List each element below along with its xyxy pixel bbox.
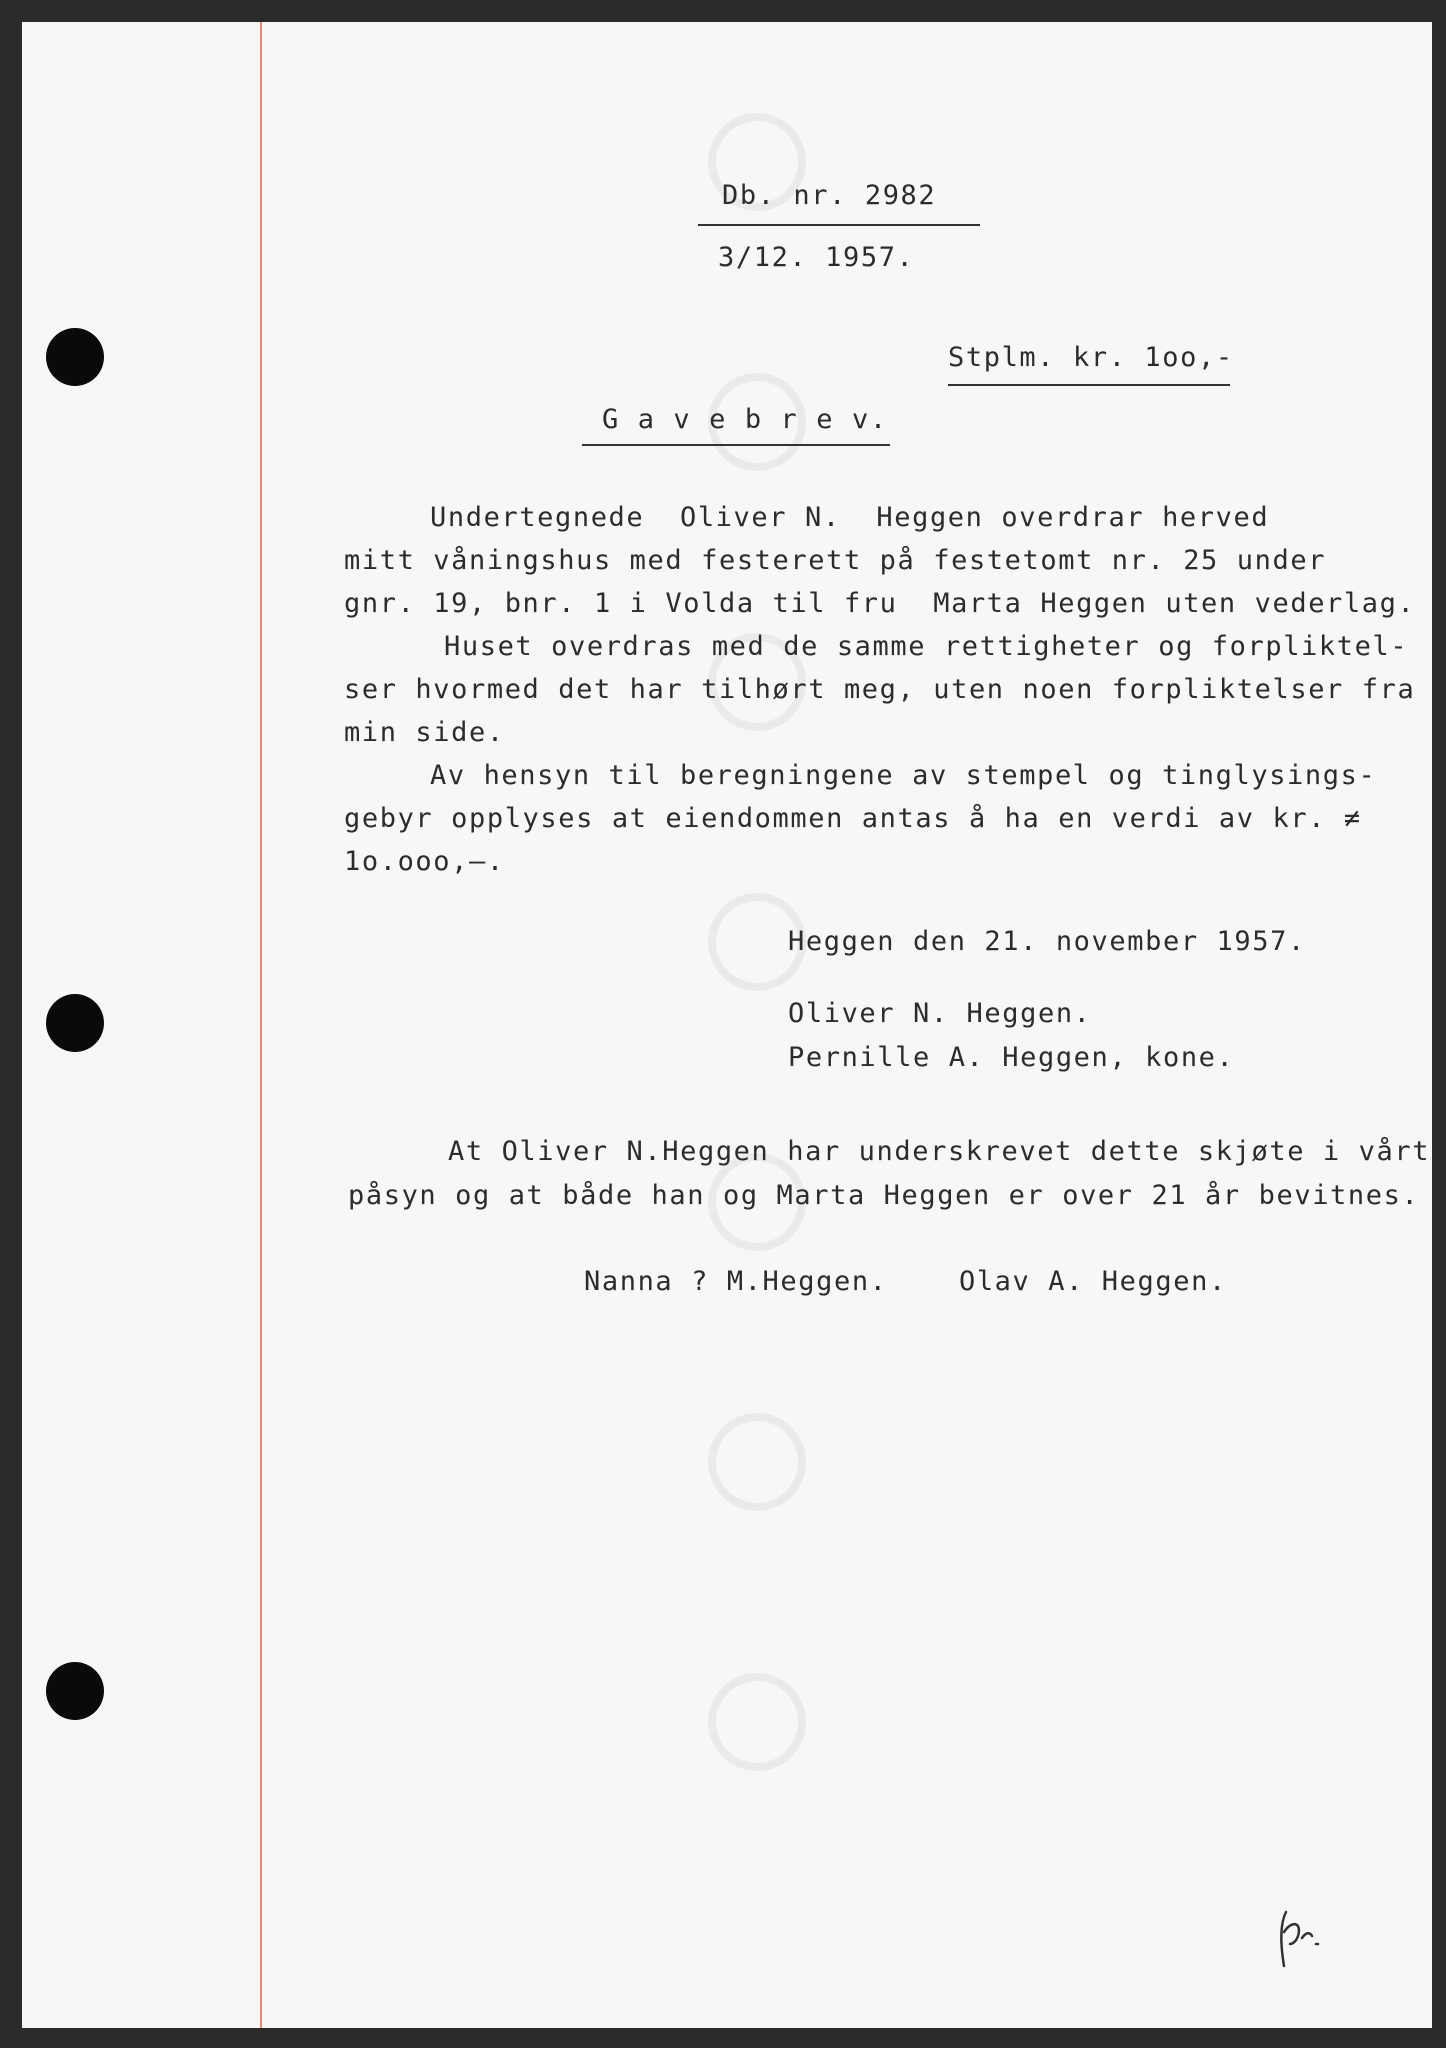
document-page xyxy=(22,22,1432,2028)
margin-line xyxy=(260,22,262,2028)
body-line: ser hvormed det har tilhørt meg, uten noen forpliktelser fra xyxy=(344,674,1416,705)
signature: Oliver N. Heggen. xyxy=(788,998,1092,1029)
db-number: Db. nr. 2982 xyxy=(722,180,937,211)
signature: Pernille A. Heggen, kone. xyxy=(788,1042,1235,1073)
punch-hole-bottom xyxy=(46,1662,104,1720)
db-number-underline xyxy=(698,224,980,226)
handwritten-initials xyxy=(1272,1902,1332,1972)
body-line: gebyr opplyses at eiendommen antas å ha en verdi av kr. ≠ xyxy=(344,803,1362,834)
body-line: 1o.ooo,‒. xyxy=(344,846,505,877)
stamp-fee-underline xyxy=(948,384,1230,386)
body-line: gnr. 19, bnr. 1 i Volda til fru Marta Heggen uten vederlag. xyxy=(344,588,1416,619)
punch-hole-top xyxy=(46,328,104,386)
witness-line: påsyn og at både han og Marta Heggen er over 21 år bevitnes. xyxy=(348,1180,1420,1211)
punch-hole-middle xyxy=(46,994,104,1052)
witness-line: At Oliver N.Heggen har underskrevet dette skjøte i vårt xyxy=(448,1136,1431,1167)
body-line: mitt våningshus med festerett på festetomt nr. 25 under xyxy=(344,545,1327,576)
place-date: Heggen den 21. november 1957. xyxy=(788,926,1306,957)
date-stamp: 3/12. 1957. xyxy=(718,242,915,273)
body-line: Undertegnede Oliver N. Heggen overdrar herved xyxy=(430,502,1270,533)
witness-signatures: Nanna ? M.Heggen. Olav A. Heggen. xyxy=(584,1266,1227,1297)
body-line: min side. xyxy=(344,717,505,748)
body-line: Av hensyn til beregningene av stempel og tinglysings- xyxy=(430,760,1377,791)
body-line: Huset overdras med de samme rettigheter og forpliktel- xyxy=(444,631,1409,662)
document-title: G a v e b r e v. xyxy=(602,404,888,435)
title-underline xyxy=(582,444,890,446)
stamp-fee: Stplm. kr. 1oo,- xyxy=(948,342,1234,373)
